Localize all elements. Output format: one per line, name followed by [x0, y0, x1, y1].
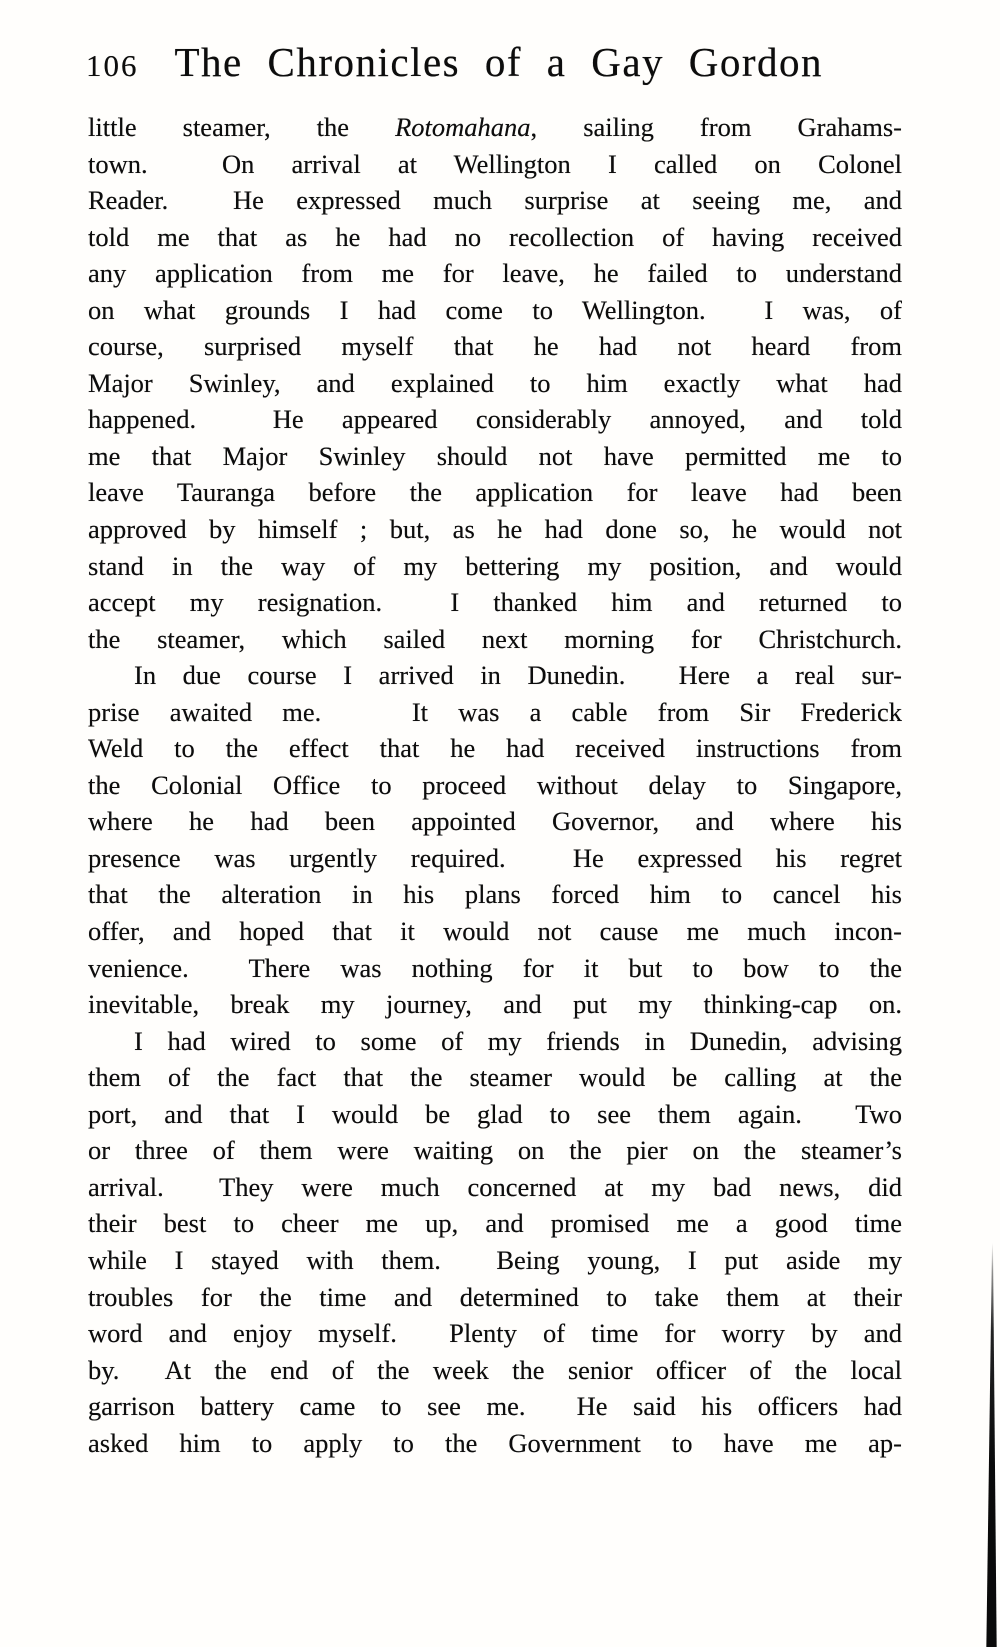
text-segment: In due course I arrived in Dunedin. Here a real sur-	[134, 660, 902, 691]
text-line	[88, 730, 902, 767]
text-segment: asked him to apply to the Government to have me ap-	[88, 1427, 902, 1458]
text-segment: Reader. He expressed much surprise at seeing me, and	[88, 185, 902, 216]
text-segment: port, and that I would be glad to see them again. Two	[88, 1098, 902, 1129]
text-line	[88, 1023, 902, 1060]
text-line	[88, 1205, 902, 1242]
scan-edge-artifact	[986, 1243, 997, 1647]
text-line	[88, 219, 902, 256]
text-line	[88, 182, 902, 219]
text-line	[88, 1132, 902, 1169]
text-line	[88, 803, 902, 840]
text-line	[88, 950, 902, 987]
italic-text-segment: Rotomahana	[395, 112, 531, 142]
text-line	[88, 109, 902, 146]
text-segment: on what grounds I had come to Wellington. I was, of	[88, 294, 902, 325]
text-segment: arrival. They were much concerned at my bad news, did	[88, 1171, 902, 1202]
text-segment: , sailing from Grahams-	[530, 112, 902, 142]
text-line	[88, 1059, 902, 1096]
text-line	[88, 840, 902, 877]
text-segment: troubles for the time and determined to take them at their	[88, 1281, 902, 1312]
text-line	[88, 474, 902, 511]
text-segment: the steamer, which sailed next morning for Christchurch.	[88, 623, 902, 654]
text-segment: them of the fact that the steamer would be calling at the	[88, 1062, 902, 1093]
text-line	[88, 1096, 902, 1133]
text-line	[88, 1315, 902, 1352]
text-segment: any application from me for leave, he failed to understand	[88, 258, 902, 289]
text-segment: prise awaited me. It was a cable from Sir Frederick	[88, 696, 902, 727]
page-header	[86, 38, 823, 86]
text-line	[88, 255, 902, 292]
text-segment: presence was urgently required. He expressed his regret	[88, 842, 902, 873]
text-segment: venience. There was nothing for it but to bow to the	[88, 952, 902, 983]
text-segment: word and enjoy myself. Plenty of time for worry by and	[88, 1318, 902, 1349]
text-line	[88, 657, 902, 694]
text-segment: little steamer, the	[88, 112, 396, 142]
text-segment: while I stayed with them. Being young, I put aside my	[88, 1244, 902, 1275]
text-segment: Major Swinley, and explained to him exactly what had	[88, 367, 902, 398]
text-segment: happened. He appeared considerably annoyed, and told	[88, 404, 902, 435]
text-line	[88, 511, 902, 548]
text-segment: offer, and hoped that it would not cause me much incon-	[88, 916, 902, 947]
text-line	[88, 1169, 902, 1206]
text-segment: by. At the end of the week the senior officer of the local	[88, 1354, 902, 1385]
text-segment: told me that as he had no recollection of having received	[88, 221, 902, 252]
text-segment: accept my resignation. I thanked him and returned to	[88, 587, 902, 618]
text-line	[88, 328, 902, 365]
text-line	[88, 986, 902, 1023]
text-line	[88, 876, 902, 913]
text-segment: garrison battery came to see me. He said his officers had	[88, 1391, 902, 1422]
text-segment: Weld to the effect that he had received instructions from	[88, 733, 902, 764]
text-segment: town. On arrival at Wellington I called on Colonel	[88, 148, 902, 179]
text-line	[88, 1425, 902, 1462]
text-segment: or three of them were waiting on the pier on the steamer’s	[88, 1135, 902, 1166]
page-number: 106	[86, 48, 139, 83]
text-line	[88, 548, 902, 585]
text-segment: inevitable, break my journey, and put my thinking-cap on.	[88, 989, 902, 1020]
text-line	[88, 438, 902, 475]
text-segment: course, surprised myself that he had not heard from	[88, 331, 902, 362]
page-body	[88, 109, 902, 1461]
text-segment: where he had been appointed Governor, and where his	[88, 806, 902, 837]
text-line	[88, 1242, 902, 1279]
text-segment: the Colonial Office to proceed without delay to Singapore,	[88, 769, 902, 800]
text-line	[88, 1388, 902, 1425]
page-title: The Chronicles of a Gay Gordon	[174, 39, 824, 85]
text-line	[88, 365, 902, 402]
text-segment: that the alteration in his plans forced him to cancel his	[88, 879, 902, 910]
text-line	[88, 146, 902, 183]
text-line	[88, 401, 902, 438]
text-segment: I had wired to some of my friends in Dunedin, advising	[134, 1025, 902, 1056]
text-line	[88, 767, 902, 804]
text-segment: approved by himself ; but, as he had done so, he would not	[88, 514, 902, 545]
text-line	[88, 913, 902, 950]
text-segment: stand in the way of my bettering my position, and would	[88, 550, 902, 581]
text-line	[88, 584, 902, 621]
text-line	[88, 1352, 902, 1389]
text-segment: their best to cheer me up, and promised me a good time	[88, 1208, 902, 1239]
text-segment: leave Tauranga before the application for leave had been	[88, 477, 902, 508]
text-line	[88, 621, 902, 658]
text-line	[88, 1279, 902, 1316]
text-segment: me that Major Swinley should not have permitted me to	[88, 440, 902, 471]
text-line	[88, 292, 902, 329]
text-line	[88, 694, 902, 731]
